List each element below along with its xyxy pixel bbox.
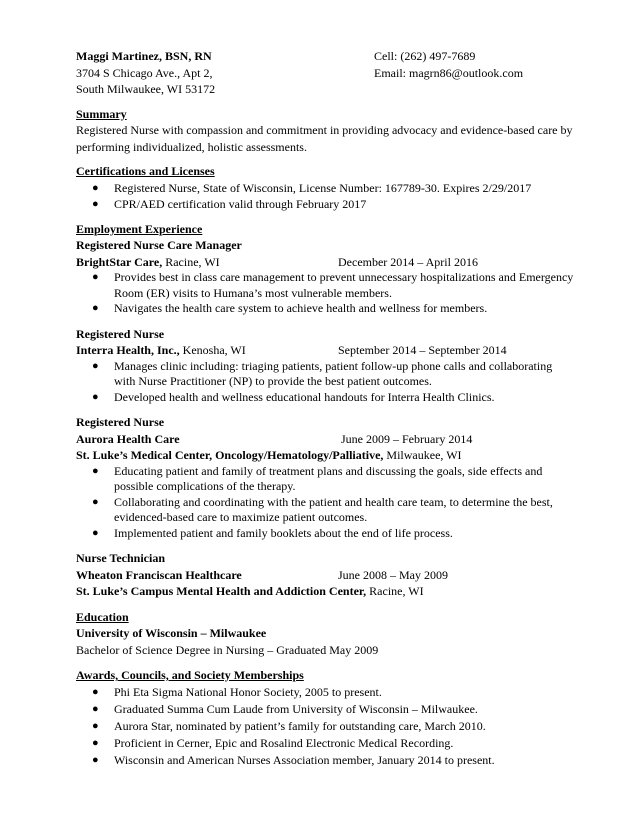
list-item: ● Navigates the health care system to achieve health and wellness for members.	[92, 301, 488, 315]
job-employer-line	[76, 431, 576, 448]
address-line-2: South Milwaukee, WI 53172	[76, 82, 216, 96]
bullet-icon: ●	[92, 464, 99, 477]
resume-page	[76, 48, 576, 769]
employment-heading: Employment Experience	[76, 221, 203, 236]
bullet-icon: ●	[92, 271, 99, 283]
education-heading: Education	[76, 609, 129, 624]
education-school: University of Wisconsin – Milwaukee	[76, 626, 267, 640]
job-location: Racine, WI	[162, 254, 220, 269]
bullet-icon: ●	[92, 753, 99, 766]
list-item: ● Registered Nurse, State of Wisconsin, License Number: 167789-30. Expires 2/29/2017	[92, 180, 532, 195]
bullet-icon: ●	[92, 719, 99, 732]
cell-phone: Cell: (262) 497-7689	[374, 49, 476, 63]
bullet-icon: ●	[92, 495, 99, 508]
job-sublocation: Milwaukee, WI	[383, 448, 462, 462]
education-degree: Bachelor of Science Degree in Nursing – Graduated May 2009	[76, 642, 379, 657]
job-employer: Wheaton Franciscan Healthcare	[76, 567, 242, 582]
job-dates: June 2008 – May 2009	[338, 567, 448, 582]
job-subemployer: St. Luke’s Medical Center, Oncology/Hematology/Palliative,	[76, 448, 384, 462]
bullet-icon: ●	[92, 526, 99, 539]
job-employer-line	[76, 254, 576, 271]
candidate-name: Maggi Martinez, BSN, RN	[76, 49, 212, 63]
awards-heading: Awards, Councils, and Society Memberships	[76, 668, 304, 682]
list-item: ● Phi Eta Sigma National Honor Society, 2005 to present.	[92, 684, 382, 699]
job-title: Registered Nurse	[76, 415, 165, 429]
job-title: Registered Nurse	[76, 326, 165, 341]
bullet-icon: ●	[92, 685, 99, 698]
list-item: ● Developed health and wellness educational handouts for Interra Health Clinics.	[92, 389, 495, 404]
job-title: Nurse Technician	[76, 551, 166, 565]
list-item: ● Implemented patient and family booklets about the end of life process.	[92, 525, 453, 540]
job-subemployer: St. Luke’s Campus Mental Health and Addiction Center,	[76, 584, 367, 598]
job-employer: BrightStar Care,	[76, 254, 163, 269]
header-line-3	[76, 81, 576, 98]
bullet-icon: ●	[92, 198, 99, 210]
certifications-list	[76, 180, 576, 213]
certifications-heading: Certifications and Licenses	[76, 164, 215, 178]
job-subemployer-line	[76, 583, 576, 600]
job-subemployer-line	[76, 447, 576, 464]
bullet-icon: ●	[92, 702, 99, 715]
list-item: ● Graduated Summa Cum Laude from University of Wisconsin – Milwaukee.	[92, 701, 478, 716]
list-item: ● CPR/AED certification valid through February 2017	[92, 197, 367, 211]
job-employer: Aurora Health Care	[76, 431, 180, 446]
bullet-icon: ●	[92, 359, 99, 372]
bullet-icon: ●	[92, 181, 99, 194]
job-employer-line	[76, 567, 576, 584]
awards-list	[76, 684, 576, 769]
list-item: ● Collaborating and coordinating with the patient and health care team, to determine the best, evidenced-based care to maximize patient outcomes.	[92, 494, 553, 524]
job-employer: Interra Health, Inc.,	[76, 343, 180, 357]
list-item: ● Wisconsin and American Nurses Association member, January 2014 to present.	[92, 752, 495, 767]
job-sublocation: Racine, WI	[366, 584, 424, 598]
header-line-2	[76, 65, 576, 82]
job-title: Registered Nurse Care Manager	[76, 238, 242, 252]
list-item: ● Provides best in class care management to prevent unnecessary hospitalizations and Emergency Room (ER) visits to Humana’s most vulnerable members.	[92, 270, 574, 300]
job-employer-line	[76, 342, 576, 359]
address-line-1: 3704 S Chicago Ave., Apt 2,	[76, 65, 213, 80]
job-location: Kenosha, WI	[179, 343, 246, 357]
job-dates: June 2009 – February 2014	[341, 431, 473, 446]
bullet-icon: ●	[92, 302, 99, 314]
list-item: ● Proficient in Cerner, Epic and Rosalind Electronic Medical Recording.	[92, 735, 454, 750]
list-item: ● Manages clinic including: triaging patients, patient follow-up phone calls and collaborating with Nurse Practitioner (NP) to provide the best patient outcomes.	[92, 358, 553, 388]
bullet-icon: ●	[92, 736, 99, 749]
list-item: ● Educating patient and family of treatment plans and discussing the goals, side effects and possible complications of the therapy.	[92, 463, 543, 493]
bullet-icon: ●	[92, 390, 99, 403]
job-bullets	[76, 270, 576, 317]
list-item: ● Aurora Star, nominated by patient’s family for outstanding care, March 2010.	[92, 718, 486, 733]
job-dates: September 2014 – September 2014	[338, 343, 507, 357]
summary-heading: Summary	[76, 106, 127, 121]
header-line-1	[76, 48, 576, 65]
job-bullets	[76, 359, 576, 406]
job-bullets	[76, 464, 576, 542]
job-dates: December 2014 – April 2016	[338, 254, 478, 269]
email-address: Email: magrn86@outlook.com	[374, 65, 524, 80]
summary-text: Registered Nurse with compassion and commitment in providing advocacy and evidence-based care by performing individualized, holistic assessments.	[76, 123, 573, 154]
